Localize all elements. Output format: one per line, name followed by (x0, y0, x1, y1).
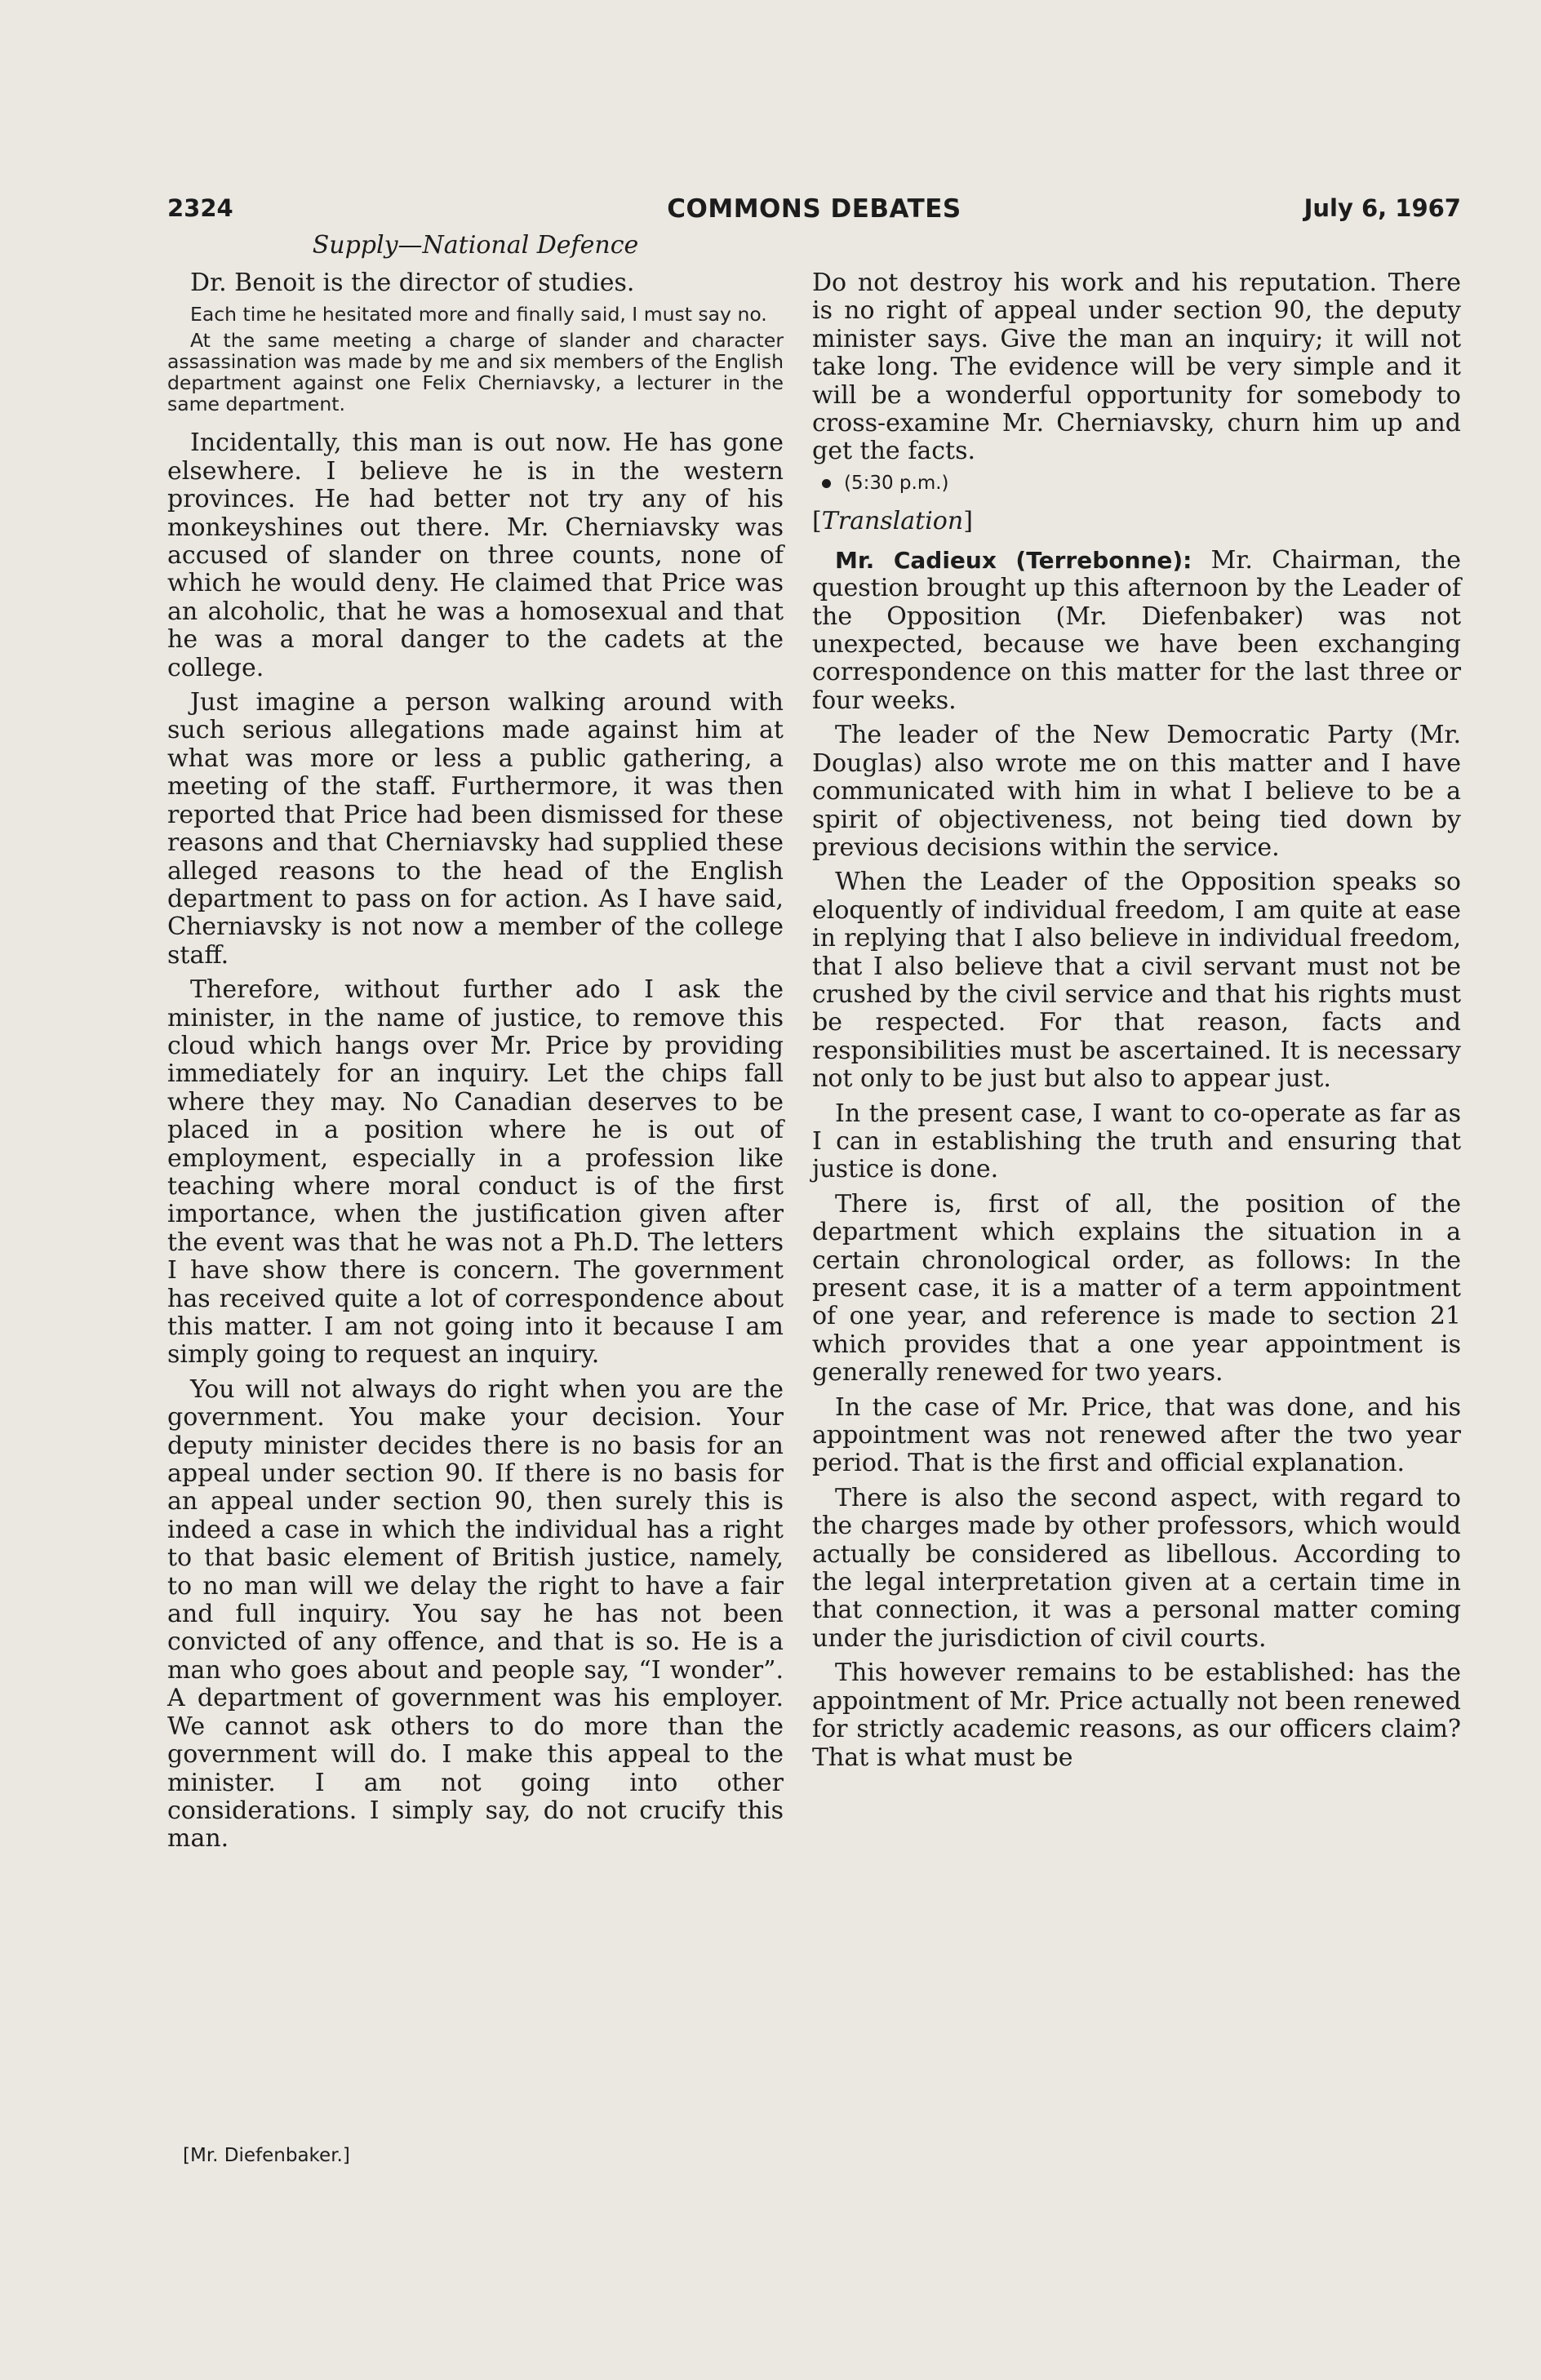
paragraph: Therefore, without further ado I ask the minister, in the name of justice, to remove this cloud which hangs over Mr. Price by providing immediately for an inquiry. Let the chips fall where they may. No Canadian deserves to be placed in a position where he is out of employment, especially in a profession like teaching where moral conduct is of the first importance, when the justification given after the event was that he was not a Ph.D. The letters I have show there is concern. The government has received quite a lot of correspondence about this matter. I am not going into it because I am simply going to request an inquiry. (167, 975, 784, 1370)
translation-label: [Translation] (812, 506, 973, 535)
speaker-paragraph (812, 547, 1461, 715)
paragraph: Just imagine a person walking around with such serious allegations made against him at what was more or less a public gathering, a meeting of the staff. Furthermore, it was then reported that Price had been dismissed for these reasons and that Cherniavsky had supplied these alleged reasons to the head of the English department to pass on for action. As I have said, Cherniavsky is not now a member of the college staff. (167, 688, 784, 970)
publication-title: COMMONS DEBATES (667, 194, 961, 224)
paragraph: There is, first of all, the position of the department which explains the situation in a certain chronological order, as follows: In the present case, it is a matter of a term appointment of one year, and reference is made to section 21 which provides that a one year appointment is generally renewed for two years. (812, 1189, 1461, 1388)
quoted-passage: At the same meeting a charge of slander and character assassination was made by me and six members of the English department against one Felix Cherniavsky, a lecturer in the same department. (167, 329, 784, 416)
time-stamp: (5:30 p.m.) (844, 472, 949, 494)
translation-text: Translation (821, 506, 964, 535)
paragraph: In the case of Mr. Price, that was done, and his appointment was not renewed after the two year period. That is the first and official explanation. (812, 1392, 1461, 1478)
time-marker (822, 473, 1461, 494)
speaker-footer: [Mr. Diefenbaker.] (183, 2145, 350, 2166)
paragraph: You will not always do right when you are the government. You make your decision. Your deputy minister decides there is no basis for an appeal under section 90. If there is no basis for an appeal under section 90, then surely this is indeed a case in which the individual has a right to that basic element of British justice, namely, to no man will we delay the right to have a fair and full inquiry. You say he has not been convicted of any offence, and that is so. He is a man who goes about and people say, “I wonder”. A department of government was his employer. We cannot ask others to do more than the government will do. I make this appeal to the minister. I am not going into other considerations. I simply say, do not crucify this man. (167, 1374, 784, 1854)
paragraph: Do not destroy his work and his reputation. There is no right of appeal under section 90, the deputy minister says. Give the man an inquiry; it will not take long. The evidence will be very simple and it will be a wonderful opportunity for somebody to cross-examine Mr. Cherniavsky, churn him up and get the facts. (812, 269, 1461, 466)
bullet-icon (822, 479, 831, 488)
paragraph: When the Leader of the Opposition speaks so eloquently of individual freedom, I am quite at ease in replying that I also believe in individual freedom, that I also believe that a civil servant must not be crushed by the civil service and that his rights must be respected. For that reason, facts and responsibilities must be ascertained. It is necessary not only to be just but also to appear just. (812, 868, 1461, 1094)
paragraph: Dr. Benoit is the director of studies. (190, 269, 635, 297)
speech-text: Mr. Chairman, the question brought up this afternoon by the Leader of the Opposition (Mr. Diefenbaker) was not unexpected, because we have been exchanging correspondence on this matter for the last three or four weeks. (812, 545, 1461, 715)
page-header (167, 194, 1461, 227)
quoted-passage: Each time he hesitated more and finally said, I must say no. (190, 303, 767, 326)
page-number: 2324 (167, 194, 233, 222)
left-column (167, 269, 784, 1860)
page-date: July 6, 1967 (1303, 194, 1461, 222)
paragraph: The leader of the New Democratic Party (Mr. Douglas) also wrote me on this matter and I have communicated with him in what I believe to be a spirit of objectiveness, not being tied down by previous decisions within the service. (812, 721, 1461, 862)
speaker-name: Mr. Cadieux (Terrebonne): (835, 546, 1192, 574)
paragraph: Incidentally, this man is out now. He has gone elsewhere. I believe he is in the western provinces. He had better not try any of his monkeyshines out there. Mr. Cherniavsky was accused of slander on three counts, none of which he would deny. He claimed that Price was an alcoholic, that he was a homosexual and that he was a moral danger to the cadets at the college. (167, 428, 784, 682)
paragraph: In the present case, I want to co-operate as far as I can in establishing the truth and ensuring that justice is done. (812, 1099, 1461, 1184)
right-column (812, 269, 1461, 1778)
paragraph: There is also the second aspect, with regard to the charges made by other professors, which would actually be considered as libellous. According to the legal interpretation given at a certain time in that connection, it was a personal matter coming under the jurisdiction of civil courts. (812, 1483, 1461, 1653)
section-subheading: Supply—National Defence (312, 231, 639, 260)
paragraph: This however remains to be established: has the appointment of Mr. Price actually not been renewed for strictly academic reasons, as our officers claim? That is what must be (812, 1658, 1461, 1772)
